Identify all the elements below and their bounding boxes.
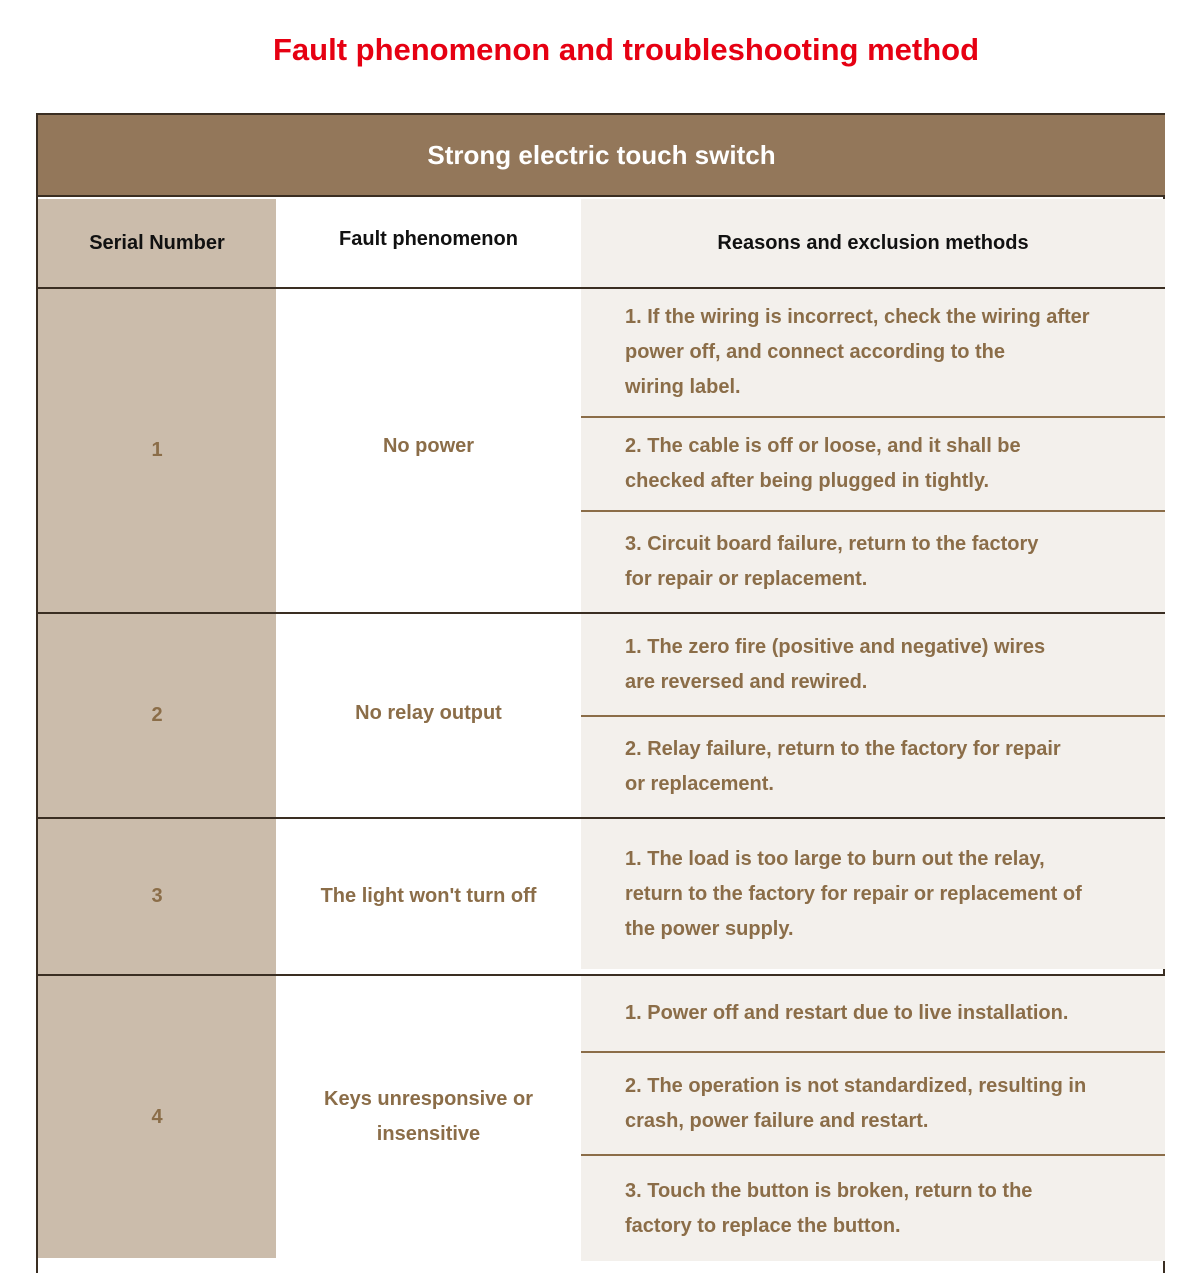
reason-cell: 2. The cable is off or loose, and it shall be checked after being plugged in tightly. — [581, 418, 1165, 510]
reason-cell: 1. If the wiring is incorrect, check the wiring after power off, and connect according to the wiring label. — [581, 289, 1165, 416]
fault-cell: No relay output — [276, 614, 581, 813]
serial-cell: 3 — [38, 819, 276, 974]
fault-cell: The light won't turn off — [276, 819, 581, 974]
reason-cell: 1. The zero fire (positive and negative) wires are reversed and rewired. — [581, 614, 1165, 715]
reason-cell: 3. Circuit board failure, return to the factory for repair or replacement. — [581, 512, 1165, 612]
serial-cell: 4 — [38, 976, 276, 1258]
fault-cell: Keys unresponsive or insensitive — [276, 976, 581, 1258]
serial-cell: 2 — [38, 614, 276, 817]
serial-cell: 1 — [38, 289, 276, 612]
reason-cell: 3. Touch the button is broken, return to the factory to replace the button. — [581, 1156, 1165, 1261]
header-fault-phenomenon: Fault phenomenon — [276, 199, 581, 279]
reason-cell: 2. Relay failure, return to the factory for repair or replacement. — [581, 717, 1165, 817]
page-title: Fault phenomenon and troubleshooting method — [272, 32, 980, 67]
header-serial-number: Serial Number — [38, 199, 276, 287]
header-reasons: Reasons and exclusion methods — [581, 199, 1165, 287]
reason-cell: 2. The operation is not standardized, resulting in crash, power failure and restart. — [581, 1053, 1165, 1154]
table-caption: Strong electric touch switch — [38, 115, 1165, 197]
reason-cell: 1. The load is too large to burn out the relay, return to the factory for repair or replacement of the power supply. — [581, 819, 1165, 969]
reason-cell: 1. Power off and restart due to live installation. — [581, 976, 1165, 1051]
fault-cell: No power — [276, 289, 581, 604]
troubleshooting-table — [36, 113, 1165, 1273]
